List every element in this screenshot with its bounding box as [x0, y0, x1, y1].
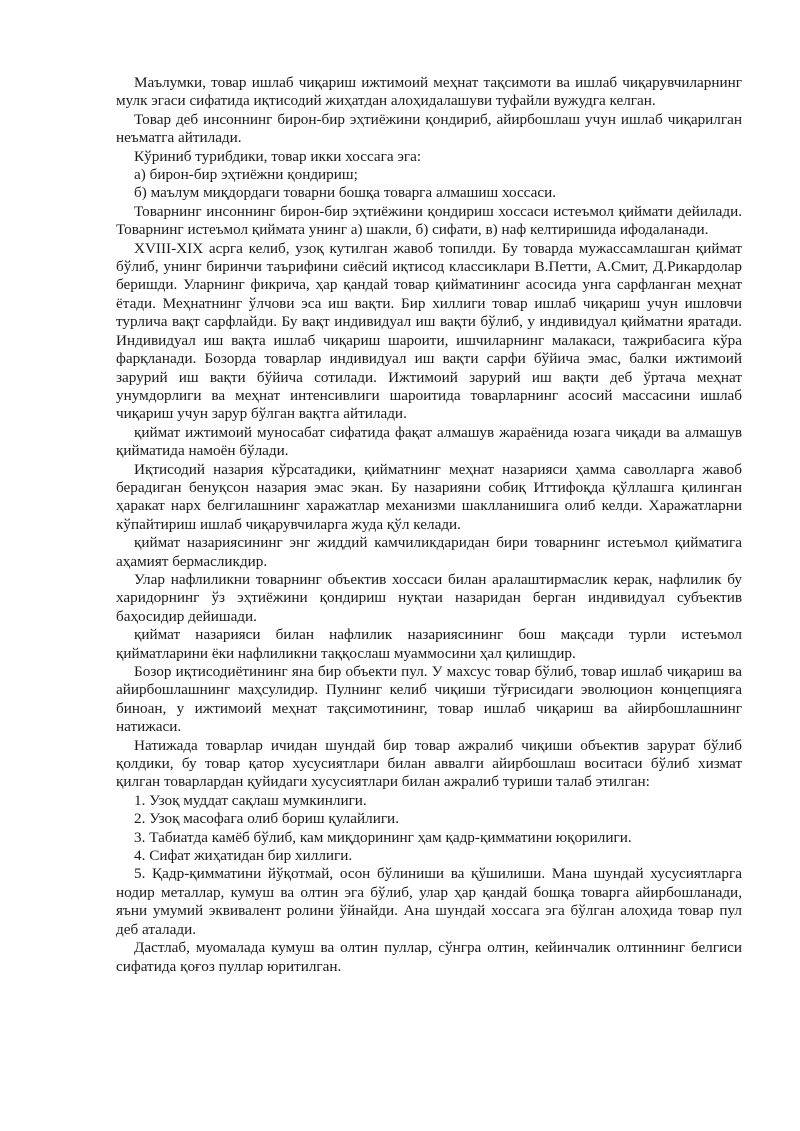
paragraph: Товар деб инсоннинг бирон-бир эҳтиёжини қондириб, айирбошлаш учун ишлаб чиқарилган неъматга айтилади.	[116, 110, 742, 147]
paragraph: XVIII-XIX асрга келиб, узоқ кутилган жавоб топилди. Бу товарда мужассамлашган қиймат бўлиб, унинг биринчи таърифини сиёсий иқтисод классиклари В.Петти, А.Смит, Д.Рикардолар беришди. Уларнинг фикрича, ҳар қандай товар қийматининг асосида унга сарфланган меҳнат ётади. Меҳнатнинг ўлчови эса иш вақти. Бир хиллиги товар ишлаб чиқариш учун ишловчи турлича вақт сарфлайди. Бу вақт индивидуал иш вақти бўлиб, у индивидуал қийматни яратади. Индивидуал иш вақта ишлаб чиқариш шароити, ишчиларнинг малакаси, тажрибасига кўра фарқланади. Бозорда товарлар индивидуал иш вақти сарфи бўйича эмас, балки ижтимоий зарурий иш вақти бўйича сотилади. Ижтимоий зарурий иш вақти деб ўртача меҳнат унумдорлиги ва меҳнат интенсивлиги шароитида товарларнинг асосий массасини ишлаб чиқариш учун зарур бўлган вақтга айтилади.	[116, 239, 742, 423]
paragraph: қиймат ижтимоий муносабат сифатида фақат алмашув жараёнида юзага чиқади ва алмашув қийматида намоён бўлади.	[116, 423, 742, 460]
paragraph: Бозор иқтисодиётининг яна бир объекти пул. У махсус товар бўлиб, товар ишлаб чиқариш ва айирбошлашнинг маҳсулидир. Пулнинг келиб чиқиши тўғрисидаги эволюцион концепцияга биноан, у ижтимоий меҳнат тақсимотининг, товар ишлаб чиқариш ва айирбошлашнинг натижаси.	[116, 663, 742, 736]
paragraph: Натижада товарлар ичидан шундай бир товар ажралиб чиқиши объектив зарурат бўлиб қолдики, бу товар қатор хусусиятлари билан аввалги айирбошлаш воситаси бўлиб хизмат қилган товарлардан қуйидаги хусусиятлари билан ажралиб туриши талаб этилган:	[116, 736, 742, 791]
paragraph: Иқтисодий назария кўрсатадики, қийматнинг меҳнат назарияси ҳамма саволларга жавоб берадиган бенуқсон назария эмас экан. Бу назарияни собиқ Иттифоқда қўллашга қилинган ҳаракат нарх белгилашнинг харажатлар механизми шаклланишига олиб келди. Харажатларни кўпайтириш ишлаб чиқарувчиларга жуда қўл келади.	[116, 460, 742, 533]
list-item: 5. Қадр-қимматини йўқотмай, осон бўлиниши ва қўшилиши. Мана шундай хусусиятларга нодир металлар, кумуш ва олтин эга бўлиб, улар ҳар қандай бошқа товарга айирбошланади, яъни умумий эквивалент ролини ўйнайди. Ана шундай хоссага эга бўлган алоҳида товар пул деб аталади.	[116, 865, 742, 938]
paragraph: қиймат назарияси билан нафлилик назариясининг бош мақсади турли истеъмол қийматларини ёки нафлиликни таққослаш муаммосини ҳал қилишдир.	[116, 626, 742, 662]
paragraph: Дастлаб, муомалада кумуш ва олтин пуллар, сўнгра олтин, кейинчалик олтиннинг белгиси сифатида қоғоз пуллар юритилган.	[116, 939, 742, 975]
paragraph: Маълумки, товар ишлаб чиқариш ижтимоий меҳнат тақсимоти ва ишлаб чиқарувчиларнинг мулк эгаси сифатида иқтисодий жиҳатдан алоҳидалашуви туфайли вужудга келган.	[116, 74, 742, 110]
list-item: а) бирон-бир эҳтиёжни қондириш;	[134, 166, 358, 184]
paragraph: Товарнинг инсоннинг бирон-бир эҳтиёжини қондириш хоссаси истеъмол қиймати дейилади. Товарнинг истеъмол қиймата унинг а) шакли, б) сифати, в) наф келтиришида ифодаланади.	[116, 202, 742, 239]
paragraph: Улар нафлиликни товарнинг объектив хоссаси билан аралаштирмаслик керак, нафлилик бу харидорнинг ўз эҳтиёжини қондириш нуқтаи назаридан берган индивидуал субъектив баҳосидир дейишади.	[116, 570, 742, 625]
document-body	[116, 74, 742, 976]
paragraph: қиймат назариясининг энг жиддий камчиликдаридан бири товарнинг истеъмол қийматига аҳамият бермасликдир.	[116, 534, 742, 570]
list-item: 3. Табиатда камёб бўлиб, кам миқдорининг ҳам қадр-қимматини юқорилиги.	[134, 828, 632, 846]
list-item: 1. Узоқ муддат сақлаш мумкинлиги.	[134, 791, 367, 809]
paragraph: Кўриниб турибдики, товар икки хоссага эга:	[134, 147, 422, 165]
list-item: б) маълум миқдордаги товарни бошқа товарга алмашиш хоссаси.	[134, 184, 557, 202]
list-item: 2. Узоқ масофага олиб бориш қулайлиги.	[134, 810, 399, 828]
list-item: 4. Сифат жиҳатидан бир хиллиги.	[134, 847, 353, 865]
